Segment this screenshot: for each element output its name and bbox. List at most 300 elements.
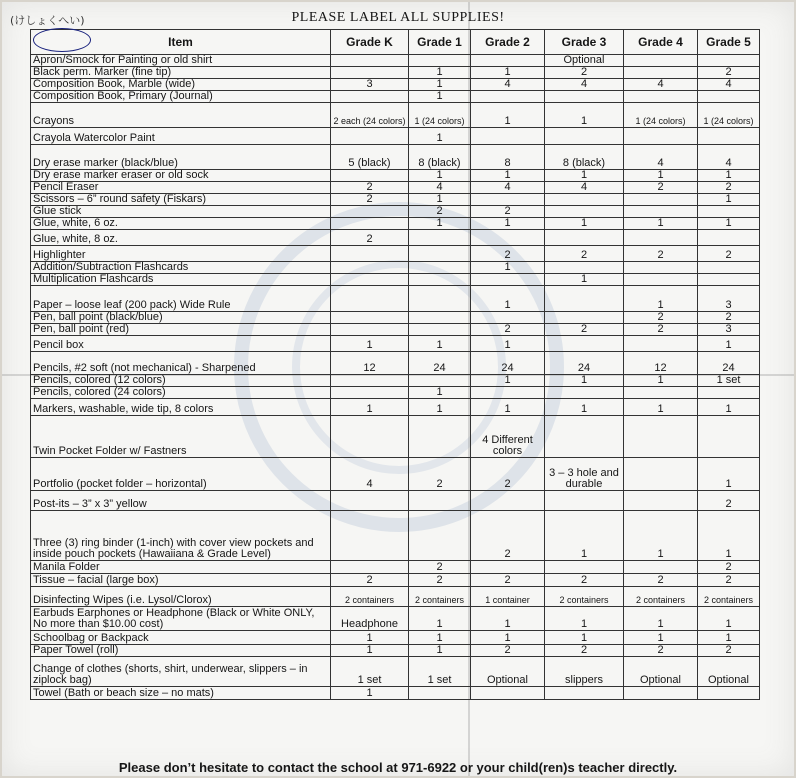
quantity-cell-g3: 8 (black) (545, 145, 624, 170)
quantity-cell-g3: 1 (545, 218, 624, 230)
quantity-cell-g2: Optional (471, 657, 545, 687)
quantity-cell-g5: 2 containers (698, 587, 760, 607)
quantity-cell-g5 (698, 128, 760, 145)
quantity-cell-g4: 1 (624, 375, 698, 387)
quantity-cell-g5: 1 (24 colors) (698, 103, 760, 128)
item-cell: Post-its – 3” x 3” yellow (31, 491, 331, 511)
table-row (31, 128, 760, 145)
table-row (31, 324, 760, 336)
quantity-cell-g3: 24 (545, 352, 624, 375)
quantity-cell-g5: 1 (698, 218, 760, 230)
item-cell: Schoolbag or Backpack (31, 631, 331, 645)
quantity-cell-g2: 2 (471, 206, 545, 218)
quantity-cell-g1: 8 (black) (409, 145, 471, 170)
item-cell: Paper Towel (roll) (31, 645, 331, 657)
quantity-cell-g5: 2 (698, 645, 760, 657)
quantity-cell-k (331, 511, 409, 561)
quantity-cell-k: Headphone (331, 607, 409, 631)
quantity-cell-g4 (624, 687, 698, 700)
quantity-cell-g1 (409, 491, 471, 511)
quantity-cell-g5 (698, 687, 760, 700)
quantity-cell-g4 (624, 274, 698, 286)
column-header-grade-3: Grade 3 (545, 30, 624, 55)
quantity-cell-g3 (545, 91, 624, 103)
quantity-cell-g1 (409, 274, 471, 286)
quantity-cell-g4: 1 (624, 218, 698, 230)
quantity-cell-g2: 4 (471, 79, 545, 91)
item-cell: Manila Folder (31, 561, 331, 574)
quantity-cell-g3 (545, 387, 624, 399)
quantity-cell-g1 (409, 416, 471, 458)
supply-list-sheet (2, 2, 794, 776)
quantity-cell-g5: 2 (698, 182, 760, 194)
table-row (31, 67, 760, 79)
quantity-cell-k: 2 containers (331, 587, 409, 607)
quantity-cell-k: 1 (331, 399, 409, 416)
table-row (31, 312, 760, 324)
item-cell: Pen, ball point (red) (31, 324, 331, 336)
quantity-cell-k (331, 218, 409, 230)
quantity-cell-g2 (471, 91, 545, 103)
quantity-cell-g4 (624, 336, 698, 352)
quantity-cell-g3: 1 (545, 511, 624, 561)
quantity-cell-g4: 1 (624, 170, 698, 182)
item-cell: Disinfecting Wipes (i.e. Lysol/Clorox) (31, 587, 331, 607)
quantity-cell-g2 (471, 274, 545, 286)
quantity-cell-g5: 4 (698, 145, 760, 170)
quantity-cell-k (331, 91, 409, 103)
quantity-cell-g3: 1 (545, 607, 624, 631)
quantity-cell-g1: 1 (409, 67, 471, 79)
table-row (31, 79, 760, 91)
quantity-cell-g3 (545, 561, 624, 574)
quantity-cell-g2: 1 (471, 399, 545, 416)
quantity-cell-g4 (624, 206, 698, 218)
quantity-cell-g4: 1 (624, 607, 698, 631)
quantity-cell-g3: 3 – 3 hole and durable (545, 458, 624, 491)
table-row (31, 103, 760, 128)
item-cell: Markers, washable, wide tip, 8 colors (31, 399, 331, 416)
table-row (31, 336, 760, 352)
quantity-cell-g1: 24 (409, 352, 471, 375)
quantity-cell-g2: 2 (471, 574, 545, 587)
quantity-cell-g3: 2 (545, 574, 624, 587)
quantity-cell-g2: 4 Different colors (471, 416, 545, 458)
table-row (31, 387, 760, 399)
table-row (31, 587, 760, 607)
item-cell: Pencils, #2 soft (not mechanical) - Sharpened (31, 352, 331, 375)
quantity-cell-g1 (409, 511, 471, 561)
quantity-cell-k: 2 (331, 194, 409, 206)
quantity-cell-g2: 2 (471, 246, 545, 262)
quantity-cell-g5: 2 (698, 491, 760, 511)
quantity-cell-g5: 2 (698, 67, 760, 79)
quantity-cell-g5: 1 (698, 458, 760, 491)
quantity-cell-g3 (545, 416, 624, 458)
item-cell: Crayons (31, 103, 331, 128)
quantity-cell-g4: 2 (624, 324, 698, 336)
table-row (31, 286, 760, 312)
quantity-cell-g3: 4 (545, 79, 624, 91)
item-cell: Pen, ball point (black/blue) (31, 312, 331, 324)
quantity-cell-g5: 1 (698, 511, 760, 561)
quantity-cell-g2 (471, 55, 545, 67)
quantity-cell-g1 (409, 55, 471, 67)
item-cell: Tissue – facial (large box) (31, 574, 331, 587)
item-cell: Twin Pocket Folder w/ Fastners (31, 416, 331, 458)
item-cell: Pencils, colored (24 colors) (31, 387, 331, 399)
quantity-cell-g4: 1 (24 colors) (624, 103, 698, 128)
quantity-cell-g3: 4 (545, 182, 624, 194)
quantity-cell-k (331, 491, 409, 511)
quantity-cell-g1 (409, 230, 471, 246)
quantity-cell-k (331, 286, 409, 312)
quantity-cell-g5 (698, 262, 760, 274)
quantity-cell-g4: Optional (624, 657, 698, 687)
quantity-cell-g2 (471, 687, 545, 700)
quantity-cell-g4: 1 (624, 286, 698, 312)
table-row (31, 561, 760, 574)
quantity-cell-g2: 8 (471, 145, 545, 170)
item-cell: Multiplication Flashcards (31, 274, 331, 286)
quantity-cell-g4 (624, 561, 698, 574)
quantity-cell-g4: 4 (624, 79, 698, 91)
quantity-cell-g5 (698, 91, 760, 103)
item-cell: Dry erase marker eraser or old sock (31, 170, 331, 182)
quantity-cell-k (331, 375, 409, 387)
quantity-cell-g3 (545, 230, 624, 246)
quantity-cell-g4 (624, 194, 698, 206)
column-header-item: Item (31, 30, 331, 55)
quantity-cell-g1: 2 (409, 574, 471, 587)
quantity-cell-k (331, 55, 409, 67)
quantity-cell-g3: 1 (545, 170, 624, 182)
quantity-cell-g3: 2 (545, 324, 624, 336)
table-row (31, 230, 760, 246)
quantity-cell-g2: 1 (471, 67, 545, 79)
quantity-cell-g5: 2 (698, 561, 760, 574)
quantity-cell-g2: 1 (471, 103, 545, 128)
quantity-cell-g2: 1 (471, 218, 545, 230)
quantity-cell-g4: 4 (624, 145, 698, 170)
quantity-cell-g4 (624, 91, 698, 103)
quantity-cell-g4: 2 (624, 645, 698, 657)
quantity-cell-g2: 2 (471, 324, 545, 336)
quantity-cell-k: 1 (331, 645, 409, 657)
quantity-cell-k (331, 170, 409, 182)
table-row (31, 375, 760, 387)
column-header-grade-1 (409, 30, 471, 55)
quantity-cell-g3 (545, 336, 624, 352)
table-row (31, 657, 760, 687)
quantity-cell-k (331, 561, 409, 574)
table-row (31, 631, 760, 645)
quantity-cell-g2: 1 (471, 631, 545, 645)
quantity-cell-g5: 3 (698, 324, 760, 336)
quantity-cell-g1: 1 (409, 631, 471, 645)
quantity-cell-g2 (471, 128, 545, 145)
quantity-cell-g5 (698, 55, 760, 67)
table-row (31, 206, 760, 218)
quantity-cell-g5: 1 (698, 194, 760, 206)
quantity-cell-g3 (545, 128, 624, 145)
quantity-cell-g1: 1 (409, 399, 471, 416)
quantity-cell-g2: 1 (471, 262, 545, 274)
item-cell: Composition Book, Primary (Journal) (31, 91, 331, 103)
quantity-cell-g5 (698, 230, 760, 246)
table-row (31, 399, 760, 416)
quantity-cell-g5 (698, 206, 760, 218)
quantity-cell-k: 3 (331, 79, 409, 91)
table-row (31, 145, 760, 170)
item-cell: Pencil box (31, 336, 331, 352)
quantity-cell-g4 (624, 387, 698, 399)
column-header-grade-2: Grade 2 (471, 30, 545, 55)
quantity-cell-g5 (698, 387, 760, 399)
quantity-cell-g4 (624, 262, 698, 274)
quantity-cell-g2: 1 container (471, 587, 545, 607)
table-row (31, 91, 760, 103)
table-row (31, 194, 760, 206)
item-cell: Change of clothes (shorts, shirt, underwear, slippers – in ziplock bag) (31, 657, 331, 687)
quantity-cell-g4 (624, 55, 698, 67)
table-row (31, 687, 760, 700)
quantity-cell-k: 5 (black) (331, 145, 409, 170)
table-row (31, 246, 760, 262)
quantity-cell-g3: 2 (545, 246, 624, 262)
table-row (31, 218, 760, 230)
table-row (31, 458, 760, 491)
item-cell: Pencils, colored (12 colors) (31, 375, 331, 387)
column-header-grade-1-label: Grade 1 (417, 34, 462, 49)
quantity-cell-g1: 1 (409, 645, 471, 657)
quantity-cell-k (331, 262, 409, 274)
quantity-cell-g2 (471, 387, 545, 399)
quantity-cell-g1: 1 (409, 79, 471, 91)
quantity-cell-g5: 1 (698, 336, 760, 352)
quantity-cell-g4 (624, 67, 698, 79)
quantity-cell-k: 4 (331, 458, 409, 491)
quantity-cell-g2 (471, 491, 545, 511)
quantity-cell-g1 (409, 324, 471, 336)
quantity-cell-g1: 1 (409, 91, 471, 103)
quantity-cell-g1: 2 (409, 206, 471, 218)
table-row (31, 182, 760, 194)
quantity-cell-g2 (471, 194, 545, 206)
item-cell: Paper – loose leaf (200 pack) Wide Rule (31, 286, 331, 312)
quantity-cell-g5: 2 (698, 312, 760, 324)
table-row (31, 607, 760, 631)
table-row (31, 262, 760, 274)
item-cell: Glue, white, 8 oz. (31, 230, 331, 246)
quantity-cell-g2: 1 (471, 170, 545, 182)
quantity-cell-g5: 1 (698, 631, 760, 645)
quantity-cell-g4: 1 (624, 399, 698, 416)
quantity-cell-g3: slippers (545, 657, 624, 687)
quantity-cell-g3: 2 containers (545, 587, 624, 607)
quantity-cell-k: 1 set (331, 657, 409, 687)
quantity-cell-g3 (545, 312, 624, 324)
quantity-cell-g4: 2 (624, 312, 698, 324)
quantity-cell-g1: 1 (409, 128, 471, 145)
quantity-cell-g1: 1 (409, 170, 471, 182)
table-row (31, 274, 760, 286)
column-header-grade-4: Grade 4 (624, 30, 698, 55)
quantity-cell-g2 (471, 561, 545, 574)
quantity-cell-g1 (409, 262, 471, 274)
quantity-cell-k (331, 274, 409, 286)
quantity-cell-g5: 2 (698, 246, 760, 262)
table-row (31, 511, 760, 561)
quantity-cell-g3: 2 (545, 645, 624, 657)
quantity-cell-g2: 1 (471, 336, 545, 352)
column-header-grade-5: Grade 5 (698, 30, 760, 55)
item-cell: Apron/Smock for Painting or old shirt (31, 55, 331, 67)
quantity-cell-g1: 1 (409, 387, 471, 399)
table-row (31, 491, 760, 511)
handwritten-corner-note: (けしょくへい) (10, 14, 85, 27)
table-row (31, 416, 760, 458)
quantity-cell-g1: 4 (409, 182, 471, 194)
table-row (31, 170, 760, 182)
quantity-cell-k: 1 (331, 687, 409, 700)
quantity-cell-g5: 1 (698, 170, 760, 182)
quantity-cell-g1: 1 set (409, 657, 471, 687)
quantity-cell-g1: 1 (409, 218, 471, 230)
quantity-cell-k (331, 312, 409, 324)
quantity-cell-k (331, 128, 409, 145)
quantity-cell-g4: 1 (624, 511, 698, 561)
quantity-cell-g1: 2 containers (409, 587, 471, 607)
quantity-cell-g2: 4 (471, 182, 545, 194)
item-cell: Addition/Subtraction Flashcards (31, 262, 331, 274)
table-row (31, 352, 760, 375)
quantity-cell-g1 (409, 286, 471, 312)
quantity-cell-g1: 2 (409, 561, 471, 574)
quantity-cell-g5: 4 (698, 79, 760, 91)
quantity-cell-g1: 1 (24 colors) (409, 103, 471, 128)
column-header-grade-k: Grade K (331, 30, 409, 55)
quantity-cell-g4: 2 (624, 246, 698, 262)
page-title: PLEASE LABEL ALL SUPPLIES! (291, 10, 505, 25)
quantity-cell-g1 (409, 687, 471, 700)
item-cell: Composition Book, Marble (wide) (31, 79, 331, 91)
quantity-cell-g5: 3 (698, 286, 760, 312)
contact-footer: Please don’t hesitate to contact the school at 971-6922 or your child(ren)s teacher directly. (118, 760, 678, 775)
supply-table (30, 29, 760, 700)
item-cell: Earbuds Earphones or Headphone (Black or White ONLY, No more than $10.00 cost) (31, 607, 331, 631)
quantity-cell-g2: 2 (471, 645, 545, 657)
quantity-cell-g4: 12 (624, 352, 698, 375)
quantity-cell-g2: 1 (471, 286, 545, 312)
item-cell: Portfolio (pocket folder – horizontal) (31, 458, 331, 491)
item-cell: Three (3) ring binder (1-inch) with cover view pockets and inside pouch pockets (Hawaiiana & Grade Level) (31, 511, 331, 561)
item-cell: Pencil Eraser (31, 182, 331, 194)
quantity-cell-g3 (545, 491, 624, 511)
quantity-cell-g3: 1 (545, 274, 624, 286)
item-cell: Glue stick (31, 206, 331, 218)
quantity-cell-g1 (409, 312, 471, 324)
item-cell: Dry erase marker (black/blue) (31, 145, 331, 170)
quantity-cell-k: 12 (331, 352, 409, 375)
quantity-cell-g4 (624, 458, 698, 491)
quantity-cell-g3: 1 (545, 631, 624, 645)
quantity-cell-g2: 2 (471, 511, 545, 561)
quantity-cell-k: 2 (331, 574, 409, 587)
quantity-cell-g5: 24 (698, 352, 760, 375)
quantity-cell-g3: 2 (545, 67, 624, 79)
quantity-cell-g4 (624, 491, 698, 511)
quantity-cell-k (331, 246, 409, 262)
quantity-cell-g1: 1 (409, 336, 471, 352)
quantity-cell-g3 (545, 206, 624, 218)
quantity-cell-g5: Optional (698, 657, 760, 687)
table-row (31, 645, 760, 657)
item-cell: Scissors – 6” round safety (Fiskars) (31, 194, 331, 206)
quantity-cell-g4: 2 (624, 574, 698, 587)
quantity-cell-k: 1 (331, 631, 409, 645)
table-header-row (31, 30, 760, 55)
quantity-cell-k (331, 67, 409, 79)
quantity-cell-g1 (409, 375, 471, 387)
quantity-cell-k (331, 387, 409, 399)
quantity-cell-g3 (545, 286, 624, 312)
quantity-cell-g1: 2 (409, 458, 471, 491)
quantity-cell-g1: 1 (409, 194, 471, 206)
quantity-cell-g5 (698, 274, 760, 286)
table-row (31, 574, 760, 587)
quantity-cell-g1: 1 (409, 607, 471, 631)
quantity-cell-g4: 1 (624, 631, 698, 645)
quantity-cell-g5 (698, 416, 760, 458)
quantity-cell-g5: 2 (698, 574, 760, 587)
quantity-cell-g4 (624, 230, 698, 246)
item-cell: Crayola Watercolor Paint (31, 128, 331, 145)
item-cell: Black perm. Marker (fine tip) (31, 67, 331, 79)
quantity-cell-g3: 1 (545, 399, 624, 416)
quantity-cell-g3: 1 (545, 375, 624, 387)
quantity-cell-k: 2 (331, 182, 409, 194)
quantity-cell-k (331, 206, 409, 218)
quantity-cell-g4: 2 (624, 182, 698, 194)
item-cell: Glue, white, 6 oz. (31, 218, 331, 230)
quantity-cell-g5: 1 (698, 399, 760, 416)
quantity-cell-g3 (545, 194, 624, 206)
quantity-cell-g1 (409, 246, 471, 262)
quantity-cell-k: 1 (331, 336, 409, 352)
quantity-cell-g5: 1 (698, 607, 760, 631)
quantity-cell-g3 (545, 262, 624, 274)
quantity-cell-k: 2 (331, 230, 409, 246)
quantity-cell-g3: Optional (545, 55, 624, 67)
quantity-cell-g4 (624, 128, 698, 145)
quantity-cell-g3: 1 (545, 103, 624, 128)
quantity-cell-g2: 1 (471, 375, 545, 387)
quantity-cell-k: 2 each (24 colors) (331, 103, 409, 128)
item-cell: Towel (Bath or beach size – no mats) (31, 687, 331, 700)
table-row (31, 55, 760, 67)
quantity-cell-g3 (545, 687, 624, 700)
quantity-cell-g2 (471, 312, 545, 324)
item-cell: Highlighter (31, 246, 331, 262)
quantity-cell-k (331, 416, 409, 458)
quantity-cell-g2: 1 (471, 607, 545, 631)
quantity-cell-k (331, 324, 409, 336)
quantity-cell-g2 (471, 230, 545, 246)
quantity-cell-g2: 2 (471, 458, 545, 491)
quantity-cell-g5: 1 set (698, 375, 760, 387)
quantity-cell-g4 (624, 416, 698, 458)
